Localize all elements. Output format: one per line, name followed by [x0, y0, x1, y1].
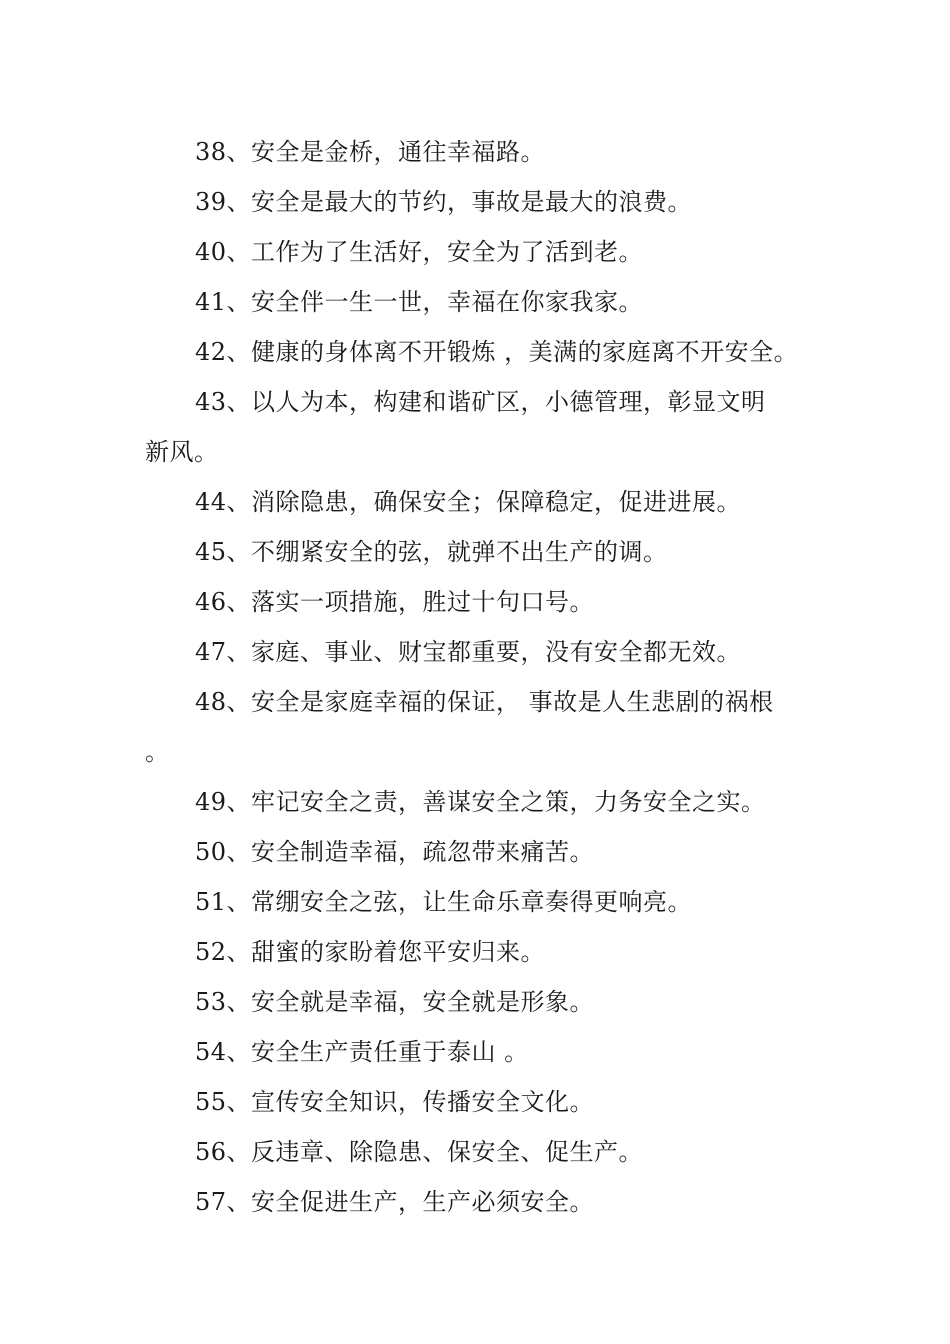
- slogan-line-50: 50、安全制造幸福，疏忽带来痛苦。: [195, 838, 595, 866]
- slogan-line-48: 48、安全是家庭幸福的保证， 事故是人生悲剧的祸根: [195, 688, 774, 716]
- slogan-line-53: 53、安全就是幸福，安全就是形象。: [195, 988, 595, 1016]
- slogan-line-55: 55、宣传安全知识，传播安全文化。: [195, 1088, 595, 1116]
- slogan-line-43-continued: 新风。: [145, 438, 219, 466]
- slogan-line-52: 52、甜蜜的家盼着您平安归来。: [195, 938, 546, 966]
- slogan-line-46: 46、落实一项措施，胜过十句口号。: [195, 588, 595, 616]
- slogan-line-42: 42、健康的身体离不开锻炼 ，美满的家庭离不开安全。: [195, 338, 799, 366]
- slogan-line-41: 41、安全伴一生一世，幸福在你家我家。: [195, 288, 644, 316]
- slogan-line-40: 40、工作为了生活好，安全为了活到老。: [195, 238, 644, 266]
- slogan-line-56: 56、反违章、除隐患、保安全、促生产。: [195, 1138, 644, 1166]
- slogan-list: [145, 127, 810, 1227]
- slogan-line-51: 51、常绷安全之弦，让生命乐章奏得更响亮。: [195, 888, 693, 916]
- slogan-line-49: 49、牢记安全之责，善谋安全之策，力务安全之实。: [195, 788, 766, 816]
- slogan-line-45: 45、不绷紧安全的弦，就弹不出生产的调。: [195, 538, 668, 566]
- slogan-line-43: 43、以人为本，构建和谐矿区，小德管理，彰显文明: [195, 388, 766, 416]
- slogan-line-38: 38、安全是金桥，通往幸福路。: [195, 138, 546, 166]
- slogan-line-39: 39、安全是最大的节约，事故是最大的浪费。: [195, 188, 693, 216]
- slogan-line-54: 54、安全生产责任重于泰山 。: [195, 1038, 529, 1066]
- slogan-line-47: 47、家庭、事业、财宝都重要，没有安全都无效。: [195, 638, 742, 666]
- slogan-line-57: 57、安全促进生产，生产必须安全。: [195, 1188, 595, 1216]
- slogan-line-44: 44、消除隐患，确保安全；保障稳定，促进进展。: [195, 488, 742, 516]
- slogan-line-48-continued: 。: [145, 738, 170, 766]
